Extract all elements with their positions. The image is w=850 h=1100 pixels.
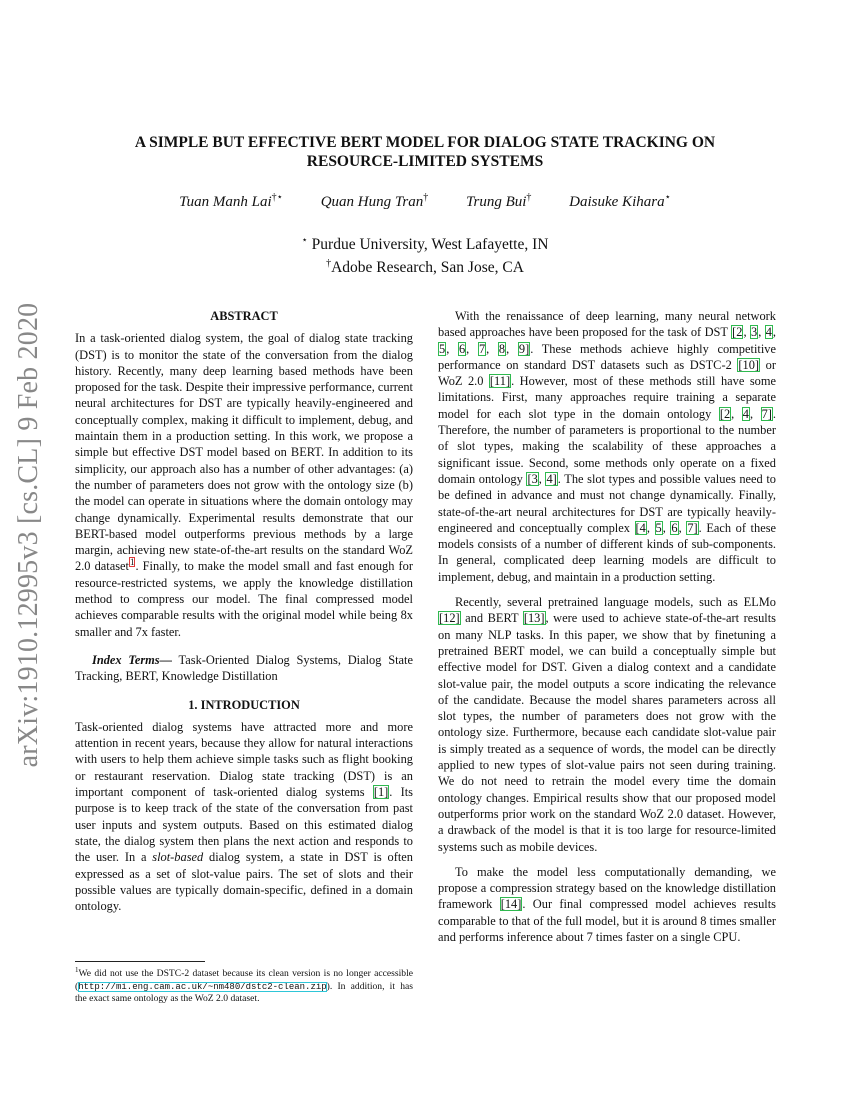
citation-link[interactable]: [4 [635, 520, 646, 535]
citation-link[interactable]: [11] [489, 374, 511, 389]
citation-link[interactable]: 3 [750, 325, 758, 340]
citation-link[interactable]: 4 [765, 325, 772, 340]
footnote: $^1$We did not use the DSTC-2 dataset because its clean version is no longer accessible (http://mi.eng.cam.ac.uk/~nm480/dstc2-clean.zip). In addition, it has the exact same ontology as the WoZ 2.0 dataset. [75, 966, 413, 1005]
author: Daisuke Kihara⋆ [569, 192, 671, 210]
citation-link[interactable]: 5 [655, 520, 662, 535]
index-terms: Index Terms— Task-Oriented Dialog Systems, Dialog State Tracking, BERT, Knowledge Distillation [75, 652, 414, 684]
citation-link[interactable]: [12] [439, 611, 460, 626]
abstract-body: In a task-oriented dialog system, the goal of dialog state tracking (DST) is to monitor the state of the conversation from the dialog history. Recently, many deep learning based methods have been proposed for the task. Despite their impressive performance, current neural architectures for DST are typically heavily-engineered and conceptually complex, making it difficult to implement, debug, and maintain them in a production setting. In this work, we propose a simple but effective DST model based on BERT. In addition to its simplicity, our approach also has a number of other advantages: (a) the number of parameters does not grow with the ontology size (b) the model can operate in situations where the domain ontology may change dynamically. Experimental results demonstrate that our BERT-based model outperforms previous methods by a large margin, achieving new state-of-the-art results on the standard WoZ 2.0 dataset$^1$. Finally, to make the model small and fast enough for resource-restricted systems, we apply the knowledge distillation method to compress our model. The final compressed model achieves comparable results with the original model while being 8x smaller and 7x faster. [75, 331, 413, 639]
citation-link[interactable]: [10] [738, 357, 760, 372]
citation-link[interactable]: 5 [439, 341, 446, 356]
left-column [75, 308, 413, 914]
title-line-2: RESOURCE-LIMITED SYSTEMS [306, 153, 544, 170]
citation-link[interactable]: 7 [478, 341, 486, 356]
citation-link[interactable]: 9] [518, 341, 530, 356]
citation-link[interactable]: [2 [732, 325, 743, 340]
footnote-link[interactable]: 1 [129, 557, 135, 568]
right-column [438, 308, 776, 945]
citation-link[interactable]: 6 [671, 520, 678, 535]
introduction-heading: 1. INTRODUCTION [188, 697, 300, 712]
citation-link[interactable]: [13] [523, 611, 545, 626]
introduction-paragraph: Task-oriented dialog systems have attracted more and more attention in recent years, because they allow for natural interactions with users to help them achieve simple tasks such as flight booking or restaurant reservation. Dialog state tracking (DST) is an important component of task-oriented dialog systems [1]. Its purpose is to keep track of the state of the conversation from past user inputs and system outputs. Based on this estimated dialog state, the dialog system then plans the next action and responds to the user. In a slot-based dialog system, a state in DST is often expressed as a set of slot-value pairs. The set of slots and their possible values are typically domain-specific, defined in a domain ontology. [75, 719, 413, 914]
citation-link[interactable]: 7] [687, 520, 698, 535]
citation-link[interactable]: 7] [761, 406, 772, 421]
dataset-url-link[interactable]: http://mi.eng.cam.ac.uk/~nm480/dstc2-clean.zip [78, 981, 327, 992]
right-paragraph-1: With the renaissance of deep learning, many neural network based approaches have been proposed for the task of DST [2, 3, 4, 5, 6, 7, 8, 9]. These methods achieve highly competitive performance on standard DST datasets such as DSTC-2 [10] or WoZ 2.0 [11]. However, most of these methods still have some limitations. First, many approaches require training a separate model for each slot type in the domain ontology [2, 4, 7]. Therefore, the number of parameters is proportional to the number of slot types, making the scalability of these approaches a significant issue. Second, some methods only operate on a fixed domain ontology [3, 4]. The slot types and possible values need to be defined in advance and must not change dynamically. Finally, state-of-the-art neural architectures for DST are typically heavily-engineered and conceptually complex [4, 5, 6, 7]. Each of these models consists of a number of different kinds of sub-components. In general, complicated deep learning models are difficult to implement, debug, and maintain in a production setting. [438, 309, 777, 584]
citation-link[interactable]: 8 [498, 341, 506, 356]
right-paragraph-2: Recently, several pretrained language models, such as ELMo [12] and BERT [13], were used to achieve state-of-the-art results on many NLP tasks. In this paper, we show that by finetuning a pretrained BERT model, we can build a conceptually simple but effective model for DST. Given a dialog context and a candidate slot-value pair, the model outputs a score indicating the relevance of the candidate. Because the model shares parameters across all slot types, the number of parameters does not grow with the ontology size. Furthermore, because each candidate slot-value pair is simply treated as a sequence of words, the model can be directly applied to new types of slot-value pairs not seen during training. We do not need to retrain the model every time the domain ontology changes. Empirical results show that our proposed model outperforms prior work on the standard WoZ 2.0 dataset. However, a drawback of the model is that it is too large for resource-limited systems such as mobile devices. [438, 595, 776, 854]
citation-link[interactable]: [1] [373, 785, 389, 800]
author: Tuan Manh Lai†⋆ [179, 192, 283, 210]
author: Trung Bui† [465, 192, 532, 210]
citation-link[interactable]: 6 [458, 341, 466, 356]
affiliation-purdue: ⋆ Purdue University, West Lafayette, IN [301, 235, 549, 254]
citation-link[interactable]: 4] [546, 471, 557, 486]
title-line-1: A SIMPLE BUT EFFECTIVE BERT MODEL FOR DIALOG STATE TRACKING ON [134, 134, 716, 151]
affiliations [75, 231, 775, 277]
author-list [75, 192, 775, 211]
arxiv-stamp: arXiv:1910.12995v3 [cs.CL] 9 Feb 2020 [13, 302, 44, 768]
affiliation-adobe: †Adobe Research, San Jose, CA [326, 258, 524, 277]
right-paragraph-3: To make the model less computationally demanding, we propose a compression strategy based on the knowledge distillation framework [14]. Our final compressed model achieves results comparable to that of the full model, but it is around 8 times smaller and performs inference about 7 times faster on a single CPU. [438, 864, 776, 944]
citation-link[interactable]: [2 [719, 406, 731, 421]
citation-link[interactable]: [14] [500, 897, 522, 912]
footnote-rule [75, 961, 205, 962]
citation-link[interactable]: [3 [527, 471, 538, 486]
author: Quan Hung Tran† [320, 192, 429, 210]
abstract-heading: ABSTRACT [210, 309, 278, 323]
citation-link[interactable]: 4 [742, 406, 749, 421]
paper-title [75, 133, 775, 171]
